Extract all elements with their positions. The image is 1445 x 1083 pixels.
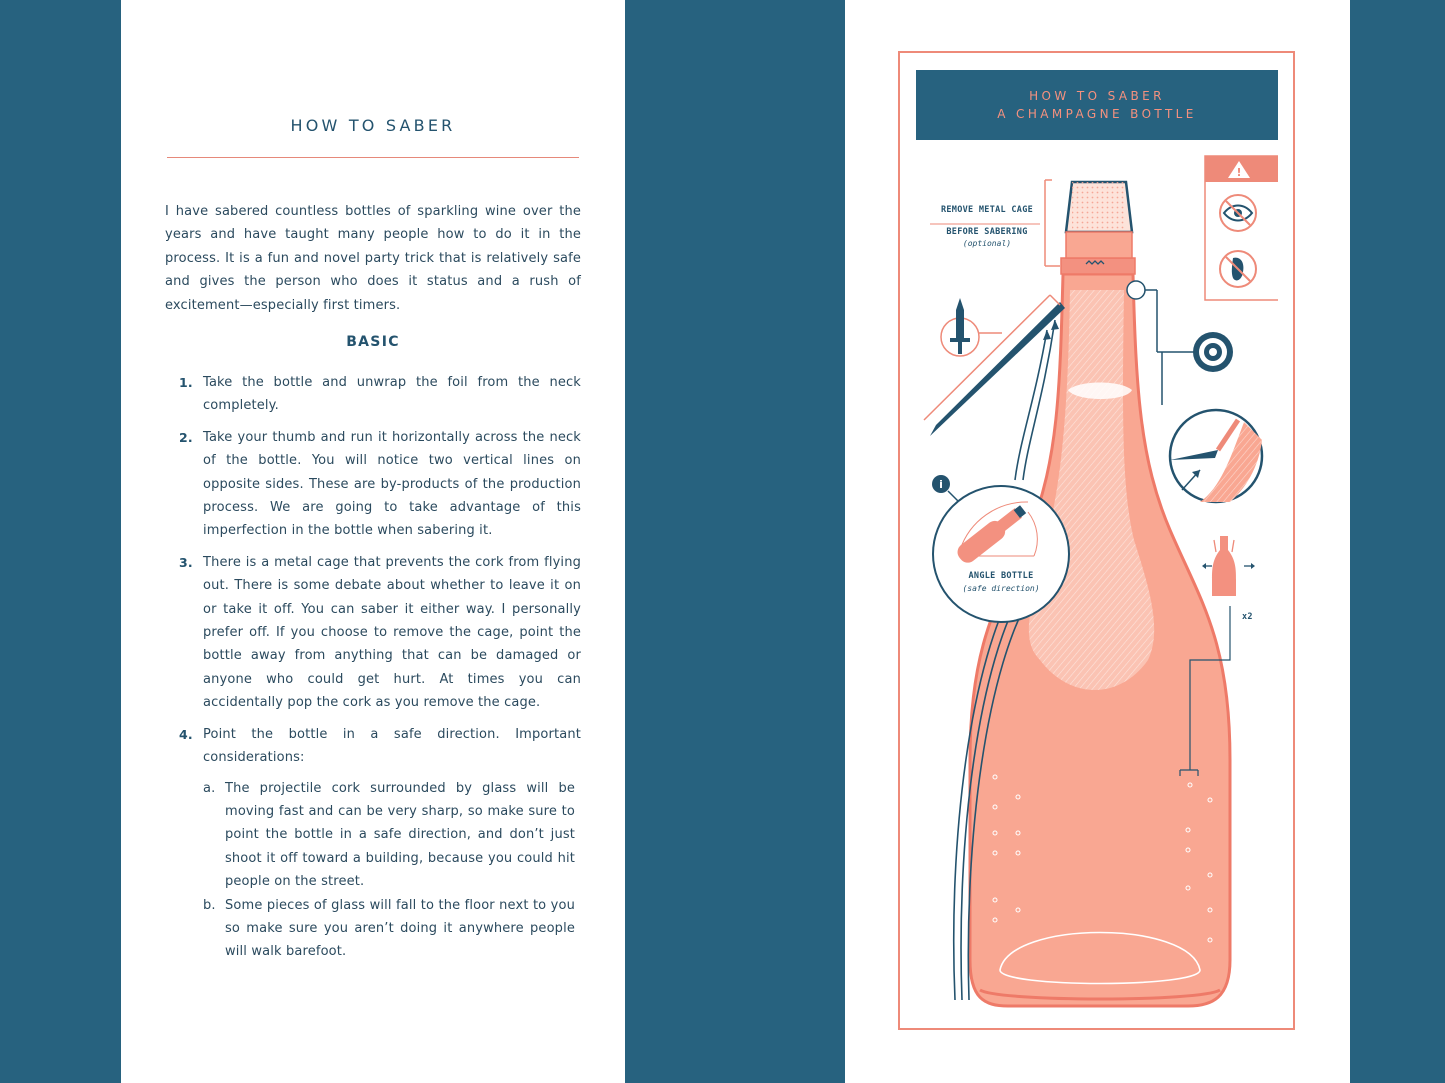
sub-list-item	[203, 777, 575, 894]
step-text: Point the bottle in a safe direction. Important considerations:	[203, 726, 581, 766]
score-line-callout	[1127, 281, 1196, 352]
sub-text: The projectile cork surrounded by glass will be moving fast and can be very sharp, so make sure to point the bottle in a safe direction, and don’t just shoot it off toward a building, because you could hit people on the street.	[225, 780, 575, 890]
detail-magnifier	[1162, 352, 1262, 502]
list-item	[179, 371, 581, 418]
sub-list	[203, 777, 575, 964]
cage-callout	[930, 180, 1060, 266]
saber	[924, 295, 1065, 436]
eye-protection-icon	[1220, 195, 1256, 231]
label-angle-2: (safe direction)	[962, 584, 1040, 593]
left-page	[121, 0, 625, 1083]
svg-text:i: i	[939, 478, 943, 491]
label-cage-1: REMOVE METAL CAGE	[940, 205, 1034, 215]
intro-paragraph: I have sabered countless bottles of sparkling wine over the years and have taught many people how to do it in the process. It is a fun and novel party trick that is relatively safe and gives the person who does it status and a rush of excitement—especially first timers.	[165, 204, 581, 313]
sub-letter: a.	[203, 780, 216, 796]
no-barefoot-icon	[1220, 251, 1256, 287]
step-number: 1.	[179, 375, 193, 390]
page-title: HOW TO SABER	[290, 116, 456, 135]
step-text: Take your thumb and run it horizontally across the neck of the bottle. You will notice two vertical lines on opposite sides. These are by-products of the production process. We are going to take advantage of this imperfection in the bottle when sabering it.	[203, 429, 581, 539]
illustration-banner	[916, 70, 1278, 140]
steps-list	[179, 371, 581, 972]
step-text: There is a metal cage that prevents the cork from flying out. There is some debate about whether to leave it on or take it off. You can saber it either way. I personally prefer off. If you choose to remove the cage, point the bottle away from anything that can be damaged or anyone who could get hurt. At times you can accidentally pop the cork as you remove the cage.	[203, 554, 581, 711]
banner-line-1: HOW TO SABER	[1029, 89, 1165, 103]
warning-panel	[1205, 156, 1278, 300]
bottle-illustration	[900, 140, 1293, 1028]
sub-list-item	[203, 894, 575, 964]
step-text: Take the bottle and unwrap the foil from the neck completely.	[203, 375, 581, 414]
banner-line-2: A CHAMPAGNE BOTTLE	[997, 107, 1197, 121]
list-item	[179, 426, 581, 543]
step-number: 4.	[179, 726, 193, 742]
saber-icon	[941, 298, 1002, 356]
angle-bottle-detail	[933, 486, 1069, 622]
step-number: 2.	[179, 429, 193, 445]
label-x2: x2	[1242, 612, 1253, 622]
step-number: 3.	[179, 554, 193, 570]
label-angle-1: ANGLE BOTTLE	[968, 571, 1034, 581]
target-icon	[1193, 332, 1233, 372]
sub-letter: b.	[203, 897, 216, 913]
list-item	[179, 723, 581, 964]
section-heading: BASIC	[346, 334, 400, 350]
sub-text: Some pieces of glass will fall to the floor next to you so make sure you aren’t doing it anywhere people will walk barefoot.	[225, 897, 575, 960]
svg-text:!: !	[1236, 166, 1242, 179]
label-cage-2: BEFORE SABERING	[946, 227, 1028, 237]
title-divider	[167, 157, 579, 158]
list-item	[179, 551, 581, 715]
label-cage-3: (optional)	[962, 239, 1012, 248]
